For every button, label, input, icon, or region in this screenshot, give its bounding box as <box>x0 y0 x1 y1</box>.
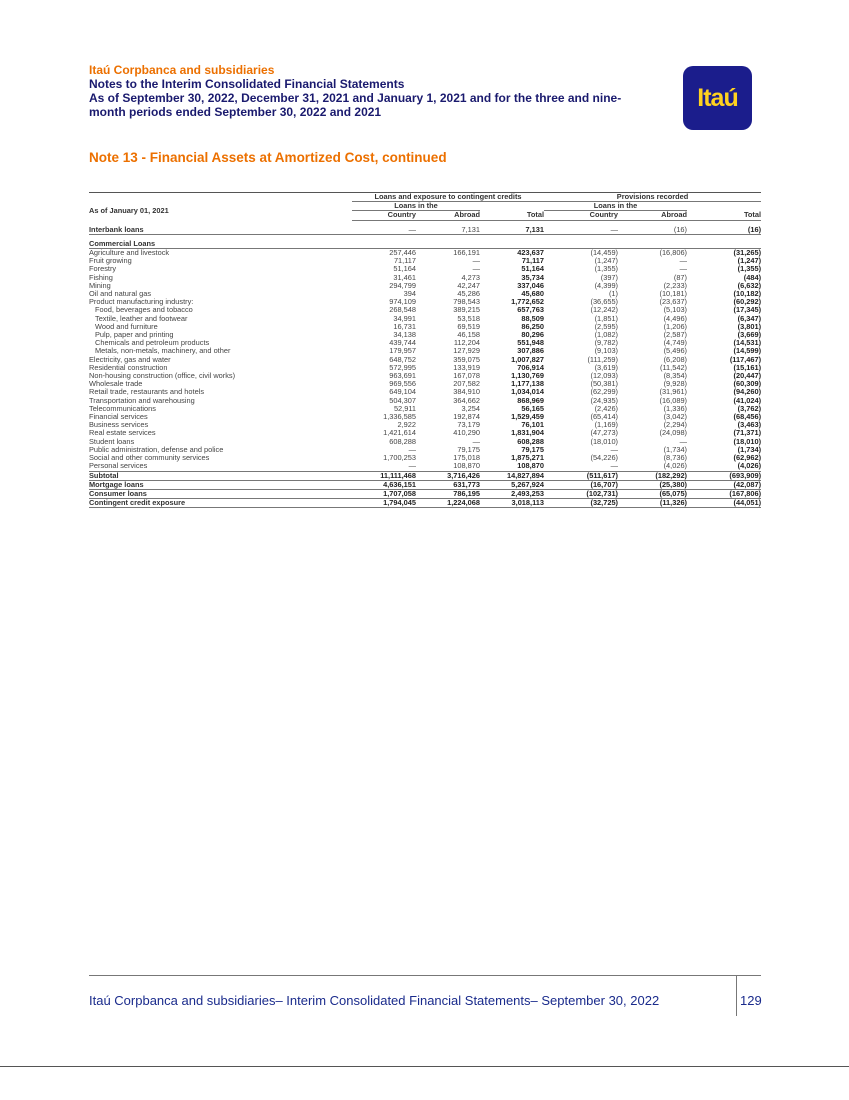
cell-c2: 798,543 <box>453 298 480 307</box>
cell-c1: 572,995 <box>389 363 416 372</box>
cell-c1: 34,991 <box>393 314 416 323</box>
footer-text: Itaú Corpbanca and subsidiaries– Interim Consolidated Financial Statements– September 30, 2022 <box>89 993 660 1008</box>
row-label: Mining <box>89 281 111 290</box>
cell-c5: (16,806) <box>659 248 688 258</box>
cell-c2: 7,131 <box>416 226 480 235</box>
row-label: Textile, leather and footwear <box>95 314 188 323</box>
cell-c6: (6,632) <box>737 281 762 290</box>
logo-text: Itaú <box>697 83 738 112</box>
cell-c6: (10,182) <box>733 290 762 299</box>
cell-c3: 80,296 <box>521 331 545 340</box>
table-row <box>89 306 761 314</box>
cell-c6: (17,345) <box>733 306 762 315</box>
cell-c3: 71,117 <box>521 257 545 266</box>
cell-c1: 504,307 <box>389 396 416 405</box>
cell-c2: 133,919 <box>453 363 480 372</box>
cell-c3: 1,130,769 <box>511 372 545 381</box>
cell-c5: (87) <box>673 273 688 282</box>
cell-c5: (11,326) <box>618 499 687 508</box>
cell-c1: — <box>352 226 416 235</box>
cell-c4: — <box>544 462 618 471</box>
cell-c4: (65,414) <box>590 413 619 422</box>
col-country-2: Country <box>544 211 618 220</box>
cell-c1: 1,794,045 <box>352 499 416 508</box>
cell-c4: — <box>610 445 619 454</box>
table-row <box>89 257 761 265</box>
cell-c1: 4,636,151 <box>352 480 416 489</box>
cell-c5: (1,206) <box>663 322 688 331</box>
header-title-1: Notes to the Interim Consolidated Financial Statements <box>89 77 405 91</box>
cell-c2: 73,179 <box>457 421 480 430</box>
row-label: Forestry <box>89 265 117 274</box>
cell-c4: (2,595) <box>594 322 619 331</box>
cell-c4: (54,226) <box>590 454 619 463</box>
table-row <box>89 462 761 471</box>
table-row <box>89 240 761 249</box>
cell-c5: (2,294) <box>663 421 688 430</box>
cell-c5: (25,380) <box>618 480 687 489</box>
cell-c6: (693,909) <box>687 471 761 480</box>
cell-c2: 112,204 <box>453 339 480 348</box>
cell-c1: 649,104 <box>389 388 416 397</box>
row-label: Metals, non-metals, machinery, and other <box>95 347 231 356</box>
table-row <box>89 471 761 480</box>
cell-c5: (182,292) <box>618 471 687 480</box>
cell-c6: (68,456) <box>733 413 762 422</box>
row-label: Interbank loans <box>89 226 352 235</box>
cell-c5: (8,354) <box>663 372 688 381</box>
cell-c2: 192,874 <box>453 413 480 422</box>
cell-c5: (6,208) <box>663 355 688 364</box>
cell-c3: 86,250 <box>521 322 545 331</box>
cell-c3: 35,734 <box>521 273 545 282</box>
row-label: Social and other community services <box>89 454 210 463</box>
cell-c2: 384,910 <box>453 388 480 397</box>
cell-c3: 1,007,827 <box>511 355 545 364</box>
row-label: Telecommunications <box>89 404 156 413</box>
cell-c6: (484) <box>743 273 762 282</box>
cell-c4: (1,355) <box>594 265 619 274</box>
cell-c6: (117,467) <box>729 355 762 364</box>
table-row <box>89 364 761 372</box>
cell-c2: 207,582 <box>453 380 480 389</box>
cell-c5: (23,637) <box>659 298 688 307</box>
table-row <box>89 265 761 273</box>
cell-c4: (36,655) <box>590 298 619 307</box>
header-title-2: As of September 30, 2022, December 31, 2021 and January 1, 2021 and for the three and nine- <box>89 91 622 105</box>
cell-c3: 1,034,014 <box>511 388 545 397</box>
cell-c6: (62,962) <box>733 454 762 463</box>
cell-c3: 1,772,652 <box>511 298 545 307</box>
cell-c6: (94,260) <box>733 388 762 397</box>
cell-c5: (4,749) <box>663 339 688 348</box>
cell-c2: 167,078 <box>453 372 480 381</box>
table-row <box>89 397 761 405</box>
page-bottom-rule <box>0 1066 849 1067</box>
cell-c2: 108,870 <box>416 462 480 471</box>
cell-c4: (1,247) <box>594 257 619 266</box>
cell-c6: (167,806) <box>687 489 761 498</box>
table-row <box>89 388 761 396</box>
table-header-row-2 <box>89 202 761 211</box>
cell-c1: 52,911 <box>393 404 416 413</box>
row-label: Non-housing construction (office, civil works) <box>89 372 236 381</box>
org-name: Itaú Corpbanca and subsidiaries <box>89 63 275 77</box>
table-header-row-1 <box>89 193 761 202</box>
cell-c4: (50,381) <box>590 380 619 389</box>
cell-c1: 268,548 <box>389 306 416 315</box>
table-row <box>89 454 761 462</box>
footer-separator <box>736 976 737 1016</box>
table-row <box>89 446 761 454</box>
cell-c4: (102,731) <box>544 489 618 498</box>
row-label: Financial services <box>89 413 148 422</box>
table-row <box>89 421 761 429</box>
table-row <box>89 380 761 388</box>
cell-c5: (65,075) <box>618 489 687 498</box>
cell-c5: (8,736) <box>663 454 688 463</box>
table-row <box>89 413 761 421</box>
row-label: Public administration, defense and police <box>89 445 224 454</box>
cell-c4: (2,426) <box>594 404 619 413</box>
row-label: Wholesale trade <box>89 380 143 389</box>
cell-c6: (20,447) <box>733 372 762 381</box>
cell-c3: 608,288 <box>517 437 545 446</box>
cell-c3: 45,680 <box>521 290 545 299</box>
cell-c3: 56,165 <box>521 404 545 413</box>
table-row <box>89 489 761 498</box>
row-label: Fishing <box>89 273 113 282</box>
cell-c3: 7,131 <box>480 226 544 235</box>
col-country-1: Country <box>352 211 416 220</box>
table-row <box>89 226 761 235</box>
cell-c1: 51,164 <box>393 265 416 274</box>
cell-c5: (4,496) <box>663 314 688 323</box>
cell-c6: (14,531) <box>733 339 762 348</box>
cell-c2: 127,929 <box>453 347 480 356</box>
table-row <box>89 339 761 347</box>
row-label: Oil and natural gas <box>89 290 152 299</box>
cell-c4: — <box>544 226 618 235</box>
cell-c3: 88,509 <box>521 314 545 323</box>
cell-c2: 46,158 <box>457 331 480 340</box>
cell-c6: (3,801) <box>737 322 762 331</box>
col-abroad-1: Abroad <box>416 211 480 220</box>
cell-c6: (31,265) <box>733 248 762 258</box>
footer-rule <box>89 975 761 976</box>
cell-c3: 2,493,253 <box>480 489 544 498</box>
row-label: Commercial Loans <box>89 240 352 249</box>
cell-c1: 1,707,058 <box>352 489 416 498</box>
cell-c1: 969,556 <box>389 380 416 389</box>
table-row <box>89 274 761 282</box>
cell-c4: (3,619) <box>594 363 619 372</box>
cell-c6: (18,010) <box>733 437 762 446</box>
cell-c5: (5,496) <box>663 347 688 356</box>
cell-c3: 108,870 <box>480 462 544 471</box>
cell-c1: 1,421,614 <box>383 429 416 438</box>
cell-c2: 3,716,426 <box>416 471 480 480</box>
table-row <box>89 315 761 323</box>
cell-c1: 2,922 <box>397 421 416 430</box>
table-row <box>89 405 761 413</box>
row-label: Chemicals and petroleum products <box>95 339 210 348</box>
cell-c3: 868,969 <box>517 396 545 405</box>
cell-c1: 394 <box>403 290 416 299</box>
document-header <box>89 63 669 119</box>
cell-c1: — <box>352 462 416 471</box>
row-label: Electricity, gas and water <box>89 355 171 364</box>
cell-c1: 974,109 <box>389 298 416 307</box>
cell-c2: 42,247 <box>457 281 480 290</box>
cell-c5: — <box>679 437 688 446</box>
row-label: Subtotal <box>89 471 352 480</box>
cell-c6: (14,599) <box>733 347 762 356</box>
cell-c4: (47,273) <box>590 429 619 438</box>
cell-c5: (9,928) <box>663 380 688 389</box>
row-label: Fruit growing <box>89 257 132 266</box>
cell-c3: 5,267,924 <box>480 480 544 489</box>
cell-c3: 76,101 <box>521 421 545 430</box>
cell-c1: 1,700,253 <box>383 454 416 463</box>
cell-c3: 79,175 <box>521 445 545 454</box>
cell-c1: 71,117 <box>393 257 416 266</box>
cell-c6: (6,347) <box>737 314 762 323</box>
cell-c3: 1,177,138 <box>511 380 545 389</box>
cell-c5: — <box>679 257 688 266</box>
cell-c4: (511,617) <box>544 471 618 480</box>
cell-c2: 79,175 <box>457 445 480 454</box>
group-loans-header: Loans and exposure to contingent credits <box>352 193 544 202</box>
cell-c4: (14,459) <box>590 248 619 258</box>
cell-c6: (4,026) <box>687 462 761 471</box>
cell-c5: (2,233) <box>663 281 688 290</box>
cell-c5: (24,098) <box>659 429 688 438</box>
header-title-3: month periods ended September 30, 2022 and 2021 <box>89 105 382 119</box>
cell-c5: (16,089) <box>659 396 688 405</box>
cell-c1: 439,744 <box>389 339 416 348</box>
table-row <box>89 347 761 355</box>
cell-c3: 706,914 <box>517 363 545 372</box>
note-title: Note 13 - Financial Assets at Amortized Cost, continued <box>89 150 447 165</box>
cell-c5: (31,961) <box>659 388 688 397</box>
cell-c6: (60,292) <box>733 298 762 307</box>
cell-c3: 337,046 <box>517 281 545 290</box>
cell-c5: (11,542) <box>660 363 688 372</box>
cell-c3: 1,831,904 <box>511 429 545 438</box>
cell-c2: 175,018 <box>453 454 480 463</box>
cell-c2: 389,215 <box>453 306 480 315</box>
row-label: Mortgage loans <box>89 480 352 489</box>
cell-c4: (18,010) <box>590 437 619 446</box>
itau-logo <box>683 66 752 130</box>
cell-c1: 1,336,585 <box>383 413 416 422</box>
cell-c4: (4,399) <box>594 281 619 290</box>
col-total-1: Total <box>480 211 544 220</box>
cell-c5: (10,181) <box>659 290 688 299</box>
table-row <box>89 282 761 290</box>
cell-c1: 608,288 <box>389 437 416 446</box>
cell-c5: (1,336) <box>663 404 688 413</box>
col-total-2: Total <box>687 211 761 220</box>
cell-c4: (1,169) <box>594 421 619 430</box>
cell-c3: 1,529,459 <box>511 413 545 422</box>
table-row <box>89 331 761 339</box>
table-row <box>89 323 761 331</box>
table-row <box>89 249 761 258</box>
cell-c1: — <box>408 445 416 454</box>
cell-c2: — <box>472 257 480 266</box>
cell-c1: 963,691 <box>389 372 416 381</box>
cell-c6: (3,669) <box>737 331 762 340</box>
cell-c3: 3,018,113 <box>480 499 544 508</box>
row-label: Retail trade, restaurants and hotels <box>89 388 205 397</box>
cell-c4: (111,259) <box>587 355 619 364</box>
cell-c3: 1,875,271 <box>511 454 545 463</box>
cell-c6: (1,247) <box>737 257 762 266</box>
cell-c4: (12,093) <box>590 372 619 381</box>
loans-in-the-2: Loans in the <box>544 202 687 211</box>
cell-c4: (62,299) <box>590 388 619 397</box>
cell-c2: 69,519 <box>457 322 480 331</box>
cell-c4: (32,725) <box>544 499 618 508</box>
cell-c5: — <box>679 265 688 274</box>
cell-c5: (3,042) <box>663 413 688 422</box>
table-row <box>89 356 761 364</box>
row-label: Transportation and warehousing <box>89 396 195 405</box>
cell-c2: 786,195 <box>416 489 480 498</box>
loans-table <box>89 192 761 508</box>
cell-c3: 423,637 <box>517 248 545 258</box>
cell-c2: 166,191 <box>453 248 480 258</box>
row-label: Contingent credit exposure <box>89 499 352 508</box>
cell-c6: (44,051) <box>687 499 761 508</box>
cell-c2: — <box>472 265 480 274</box>
cell-c5: (1,734) <box>663 445 688 454</box>
cell-c6: (41,024) <box>733 396 762 405</box>
cell-c6: (15,161) <box>733 363 762 372</box>
row-label: Pulp, paper and printing <box>95 331 174 340</box>
cell-c4: (9,782) <box>594 339 619 348</box>
cell-c4: (24,935) <box>590 396 619 405</box>
cell-c5: (2,587) <box>663 331 688 340</box>
col-abroad-2: Abroad <box>618 211 687 220</box>
cell-c5: (16) <box>618 226 687 235</box>
cell-c1: 257,446 <box>389 248 416 258</box>
cell-c2: 1,224,068 <box>416 499 480 508</box>
table-row <box>89 290 761 298</box>
cell-c2: 359,075 <box>453 355 480 364</box>
group-provisions-header: Provisions recorded <box>544 193 761 202</box>
cell-c1: 34,138 <box>393 331 416 340</box>
cell-c6: (3,762) <box>737 404 762 413</box>
row-label: Student loans <box>89 437 135 446</box>
cell-c2: 45,286 <box>457 290 480 299</box>
loans-in-the-1: Loans in the <box>352 202 480 211</box>
cell-c3: 14,827,894 <box>480 471 544 480</box>
cell-c1: 648,752 <box>389 355 416 364</box>
cell-c2: 3,254 <box>461 404 480 413</box>
cell-c2: 4,273 <box>461 273 480 282</box>
table-row <box>89 438 761 446</box>
cell-c2: 631,773 <box>416 480 480 489</box>
row-label: Real estate services <box>89 429 156 438</box>
cell-c2: 53,518 <box>457 314 480 323</box>
table-row <box>89 429 761 437</box>
cell-c3: 307,886 <box>517 347 545 356</box>
row-label: Wood and furniture <box>95 322 158 331</box>
cell-c3: 551,948 <box>517 339 545 348</box>
as-of-label: As of January 01, 2021 <box>89 205 169 215</box>
row-label: Residential construction <box>89 363 168 372</box>
cell-c4: (397) <box>600 273 619 282</box>
row-label: Consumer loans <box>89 489 352 498</box>
table-row <box>89 298 761 306</box>
cell-c1: 11,111,468 <box>352 471 416 480</box>
cell-c6: (3,463) <box>737 421 762 430</box>
cell-c4: (1) <box>608 290 619 299</box>
cell-c4: (1,082) <box>594 331 619 340</box>
cell-c2: 364,662 <box>453 396 480 405</box>
cell-c6: (42,087) <box>687 480 761 489</box>
cell-c5: (4,026) <box>618 462 687 471</box>
cell-c1: 16,731 <box>393 322 416 331</box>
cell-c6: (60,309) <box>733 380 762 389</box>
cell-c6: (71,371) <box>733 429 762 438</box>
row-label: Personal services <box>89 462 352 471</box>
row-label: Business services <box>89 421 149 430</box>
cell-c1: 179,957 <box>389 347 416 356</box>
cell-c3: 657,763 <box>517 306 545 315</box>
cell-c2: — <box>472 437 480 446</box>
cell-c4: (16,707) <box>544 480 618 489</box>
cell-c2: 410,290 <box>453 429 480 438</box>
table-row <box>89 499 761 508</box>
row-label: Food, beverages and tobacco <box>95 306 193 315</box>
page-number: 129 <box>740 993 762 1008</box>
cell-c6: (16) <box>687 226 761 235</box>
cell-c6: (1,355) <box>737 265 762 274</box>
cell-c1: 294,799 <box>389 281 416 290</box>
table-row <box>89 480 761 489</box>
cell-c4: (1,851) <box>594 314 619 323</box>
cell-c6: (1,734) <box>737 445 762 454</box>
row-label: Agriculture and livestock <box>89 248 170 258</box>
cell-c4: (12,242) <box>590 306 619 315</box>
row-label: Product manufacturing industry: <box>89 298 194 307</box>
cell-c5: (5,103) <box>663 306 688 315</box>
table-row <box>89 372 761 380</box>
cell-c1: 31,461 <box>393 273 416 282</box>
cell-c4: (9,103) <box>594 347 619 356</box>
cell-c3: 51,164 <box>521 265 545 274</box>
